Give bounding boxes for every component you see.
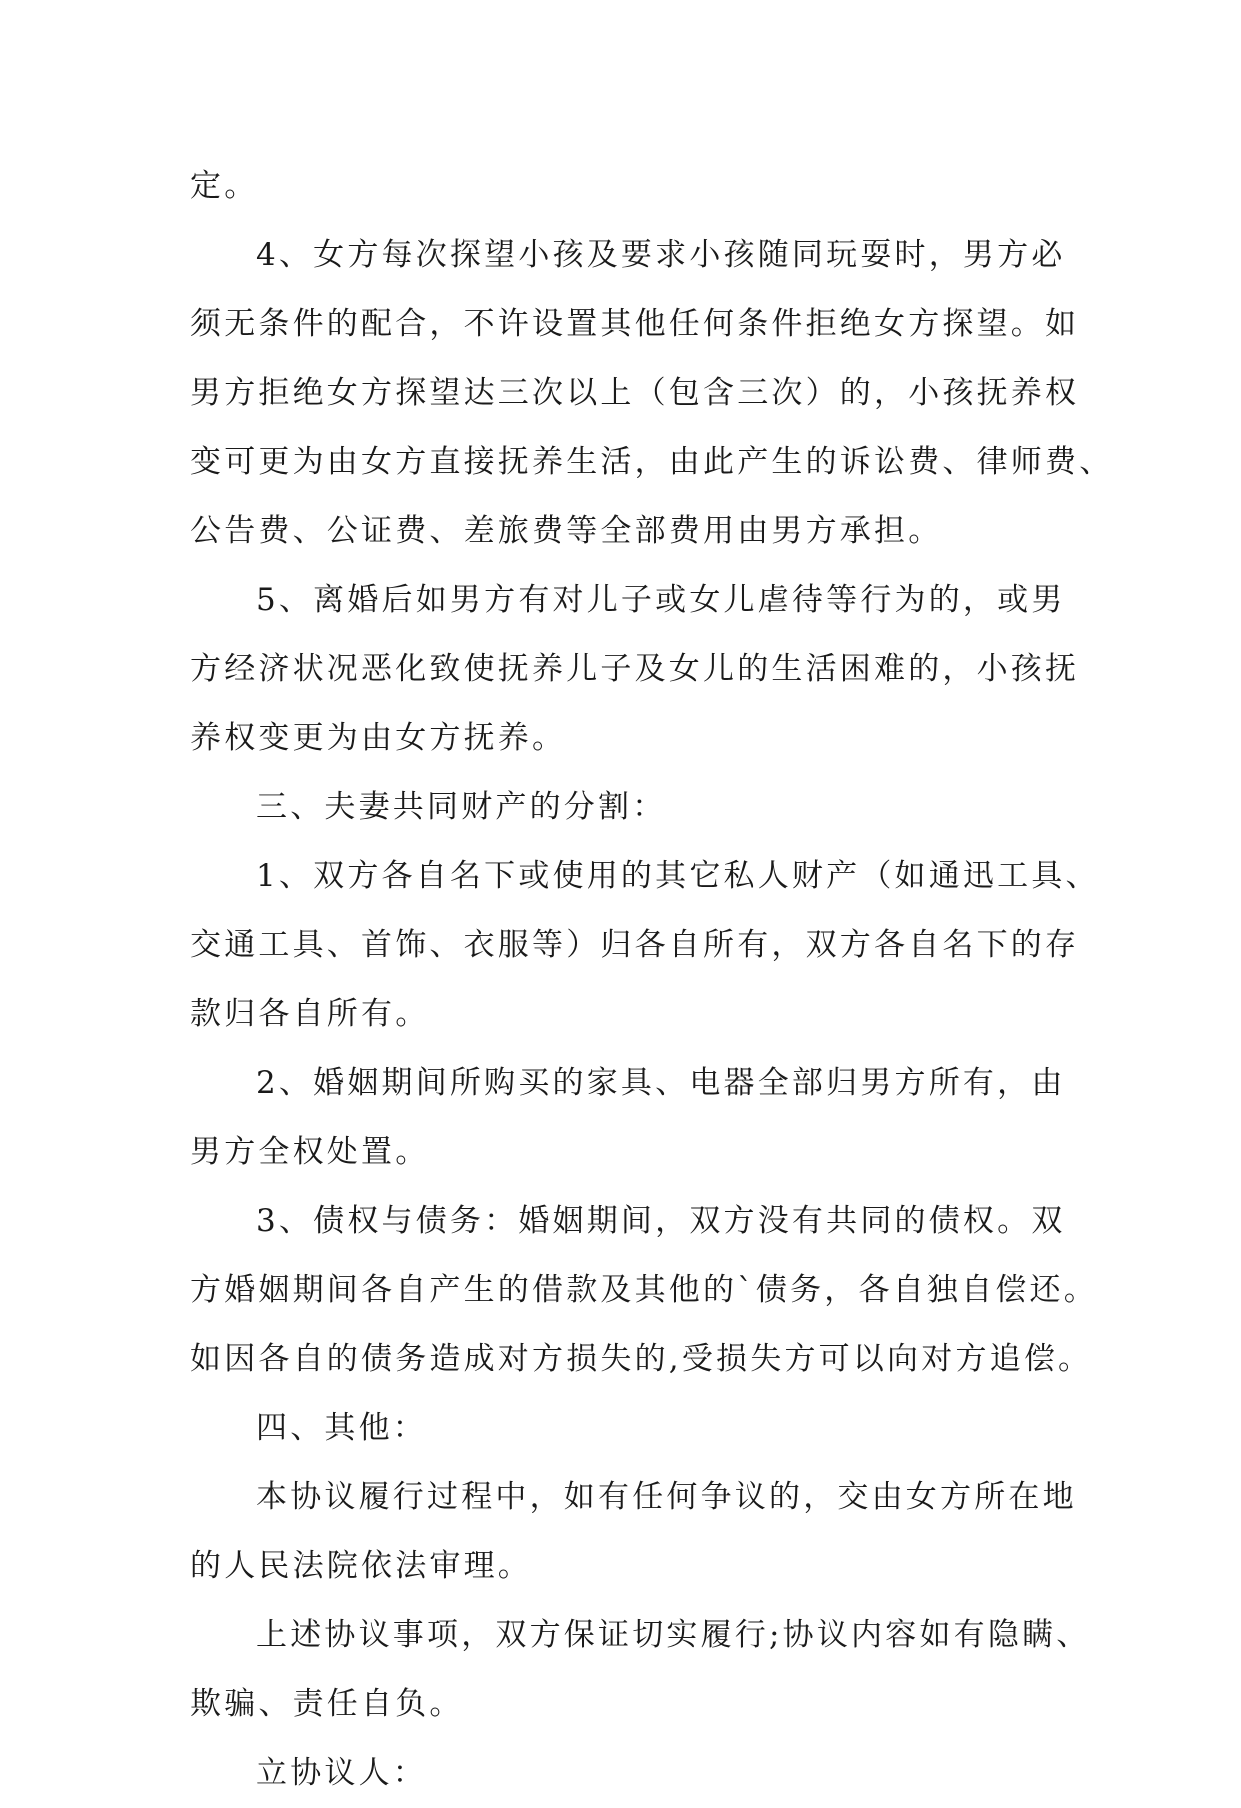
text-line: 2、婚姻期间所购买的家具、电器全部归男方所有，由 xyxy=(256,1065,1066,1101)
text-line: 上述协议事项，双方保证切实履行;协议内容如有隐瞒、 xyxy=(256,1617,1091,1653)
text-line: 的人民法院依法审理。 xyxy=(190,1548,532,1584)
text-line: 3、债权与债务：婚姻期间，双方没有共同的债权。双 xyxy=(256,1203,1066,1239)
text-line: 如因各自的债务造成对方损失的,受损失方可以向对方追偿。 xyxy=(190,1341,1093,1377)
signature-label: 立协议人： xyxy=(256,1755,427,1791)
text-line: 方经济状况恶化致使抚养儿子及女儿的生活困难的，小孩抚 xyxy=(190,651,1080,687)
text-line: 男方全权处置。 xyxy=(190,1134,430,1170)
text-line: 公告费、公证费、差旅费等全部费用由男方承担。 xyxy=(190,513,943,549)
text-line: 1、双方各自名下或使用的其它私人财产（如通迅工具、 xyxy=(256,858,1100,894)
text-line: 交通工具、首饰、衣服等）归各自所有，双方各自名下的存 xyxy=(190,927,1080,963)
document-page xyxy=(190,152,1114,1808)
section-heading: 三、夫妻共同财产的分割： xyxy=(256,789,667,825)
section-heading: 四、其他： xyxy=(256,1410,427,1446)
text-line: 须无条件的配合，不许设置其他任何条件拒绝女方探望。如 xyxy=(190,306,1080,342)
text-line: 方婚姻期间各自产生的借款及其他的`债务，各自独自偿还。 xyxy=(190,1272,1098,1308)
text-line: 定。 xyxy=(190,168,259,204)
text-line: 本协议履行过程中，如有任何争议的，交由女方所在地 xyxy=(256,1479,1077,1515)
text-line: 养权变更为由女方抚养。 xyxy=(190,720,567,756)
text-line: 欺骗、责任自负。 xyxy=(190,1686,464,1722)
text-line: 男方拒绝女方探望达三次以上（包含三次）的，小孩抚养权 xyxy=(190,375,1080,411)
text-line: 款归各自所有。 xyxy=(190,996,430,1032)
text-line: 5、离婚后如男方有对儿子或女儿虐待等行为的，或男 xyxy=(256,582,1066,618)
text-line: 变可更为由女方直接抚养生活，由此产生的诉讼费、律师费、 xyxy=(190,444,1114,480)
text-line: 4、女方每次探望小孩及要求小孩随同玩耍时，男方必 xyxy=(256,237,1066,273)
